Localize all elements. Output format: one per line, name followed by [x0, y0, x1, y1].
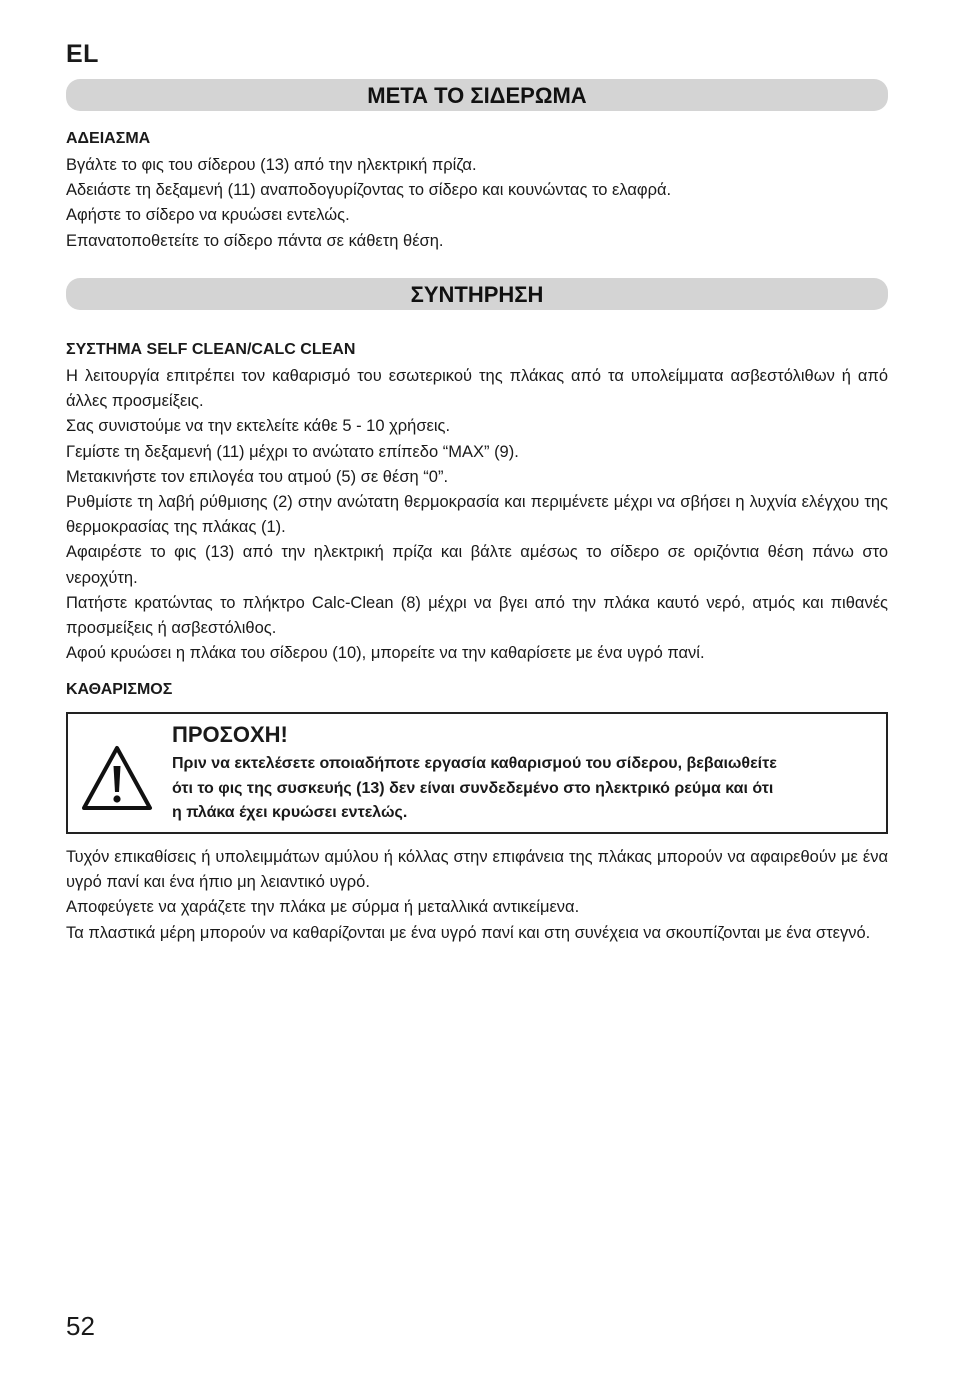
- warning-box: [66, 712, 888, 834]
- warning-line: η πλάκα έχει κρυώσει εντελώς.: [172, 804, 408, 821]
- paragraph: Αποφεύγετε να χαράζετε την πλάκα με σύρμα ή μεταλλικά αντικείμενα.: [66, 898, 580, 917]
- cleaning-instructions: [66, 845, 888, 946]
- section-title-after-ironing: ΜΕΤΑ ΤΟ ΣΙΔΕΡΩΜΑ: [66, 79, 888, 111]
- paragraph: Αφού κρυώσει η πλάκα του σίδερου (10), μπορείτε να την καθαρίσετε με ένα υγρό πανί.: [66, 644, 705, 663]
- paragraph: Μετακινήστε τον επιλογέα του ατμού (5) σε θέση “0”.: [66, 467, 449, 486]
- paragraph: Αφαιρέστε το φις (13) από την ηλεκτρική πρίζα και βάλτε αμέσως το σίδερο σε οριζόντια θέση πάνω στο νεροχύτη.: [66, 543, 888, 587]
- subheading-self-clean: ΣΥΣΤΗΜΑ SELF CLEAN/CALC CLEAN: [66, 341, 356, 358]
- warning-line: Πριν να εκτελέσετε οποιαδήποτε εργασία καθαρισμού του σίδερου, βεβαιωθείτε: [172, 755, 777, 772]
- subheading-emptying: ΑΔΕΙΑΣΜΑ: [66, 130, 151, 147]
- paragraph: Τυχόν επικαθίσεις ή υπολειμμάτων αμύλου ή κόλλας στην επιφάνεια της πλάκας μπορούν να αφαιρεθούν με ένα υγρό πανί και ένα ήπιο μη λειαντικό υγρό.: [66, 848, 888, 892]
- self-clean-instructions: [66, 364, 888, 666]
- section-title-maintenance: ΣΥΝΤΗΡΗΣΗ: [66, 278, 888, 310]
- page-number: 52: [66, 1311, 95, 1341]
- subheading-cleaning: ΚΑΘΑΡΙΣΜΟΣ: [66, 681, 173, 698]
- paragraph: Αδειάστε τη δεξαμενή (11) αναποδογυρίζοντας το σίδερο και κουνώντας το ελαφρά.: [66, 181, 672, 200]
- paragraph: Βγάλτε το φις του σίδερου (13) από την ηλεκτρική πρίζα.: [66, 156, 477, 174]
- language-code: EL: [66, 40, 99, 68]
- warning-title: ΠΡΟΣΟΧΗ!: [172, 722, 288, 747]
- warning-text: [172, 752, 878, 826]
- warning-line: ότι το φις της συσκευής (13) δεν είναι συνδεδεμένο στο ηλεκτρικό ρεύμα και ότι: [172, 779, 774, 797]
- paragraph: Ρυθμίστε τη λαβή ρύθμισης (2) στην ανώτατη θερμοκρασία και περιμένετε μέχρι να σβήσει η λυχνία ελέγχου της θερμοκρασίας της πλάκας (1).: [66, 493, 888, 537]
- paragraph: Τα πλαστικά μέρη μπορούν να καθαρίζονται με ένα υγρό πανί και στη συνέχεια να σκουπίζονται με ένα στεγνό.: [66, 923, 871, 942]
- paragraph: Η λειτουργία επιτρέπει τον καθαρισμό του εσωτερικού της πλάκας από τα υπολείμματα ασβεστόλιθων ή από άλλες προσμείξεις.: [66, 367, 888, 411]
- paragraph: Πατήστε κρατώντας το πλήκτρο Calc-Clean (8) μέχρι να βγει από την πλάκα καυτό νερό, ατμός και πιθανές προσμείξεις ή ασβεστόλιθος.: [66, 593, 888, 638]
- paragraph: Γεμίστε τη δεξαμενή (11) μέχρι το ανώτατο επίπεδο “MAX” (9).: [66, 442, 519, 461]
- emptying-instructions: [66, 153, 888, 254]
- warning-triangle-icon: [80, 744, 154, 812]
- paragraph: Επανατοποθετείτε το σίδερο πάντα σε κάθετη θέση.: [66, 231, 444, 250]
- paragraph: Αφήστε το σίδερο να κρυώσει εντελώς.: [66, 206, 350, 225]
- paragraph: Σας συνιστούμε να την εκτελείτε κάθε 5 - 10 χρήσεις.: [66, 417, 451, 436]
